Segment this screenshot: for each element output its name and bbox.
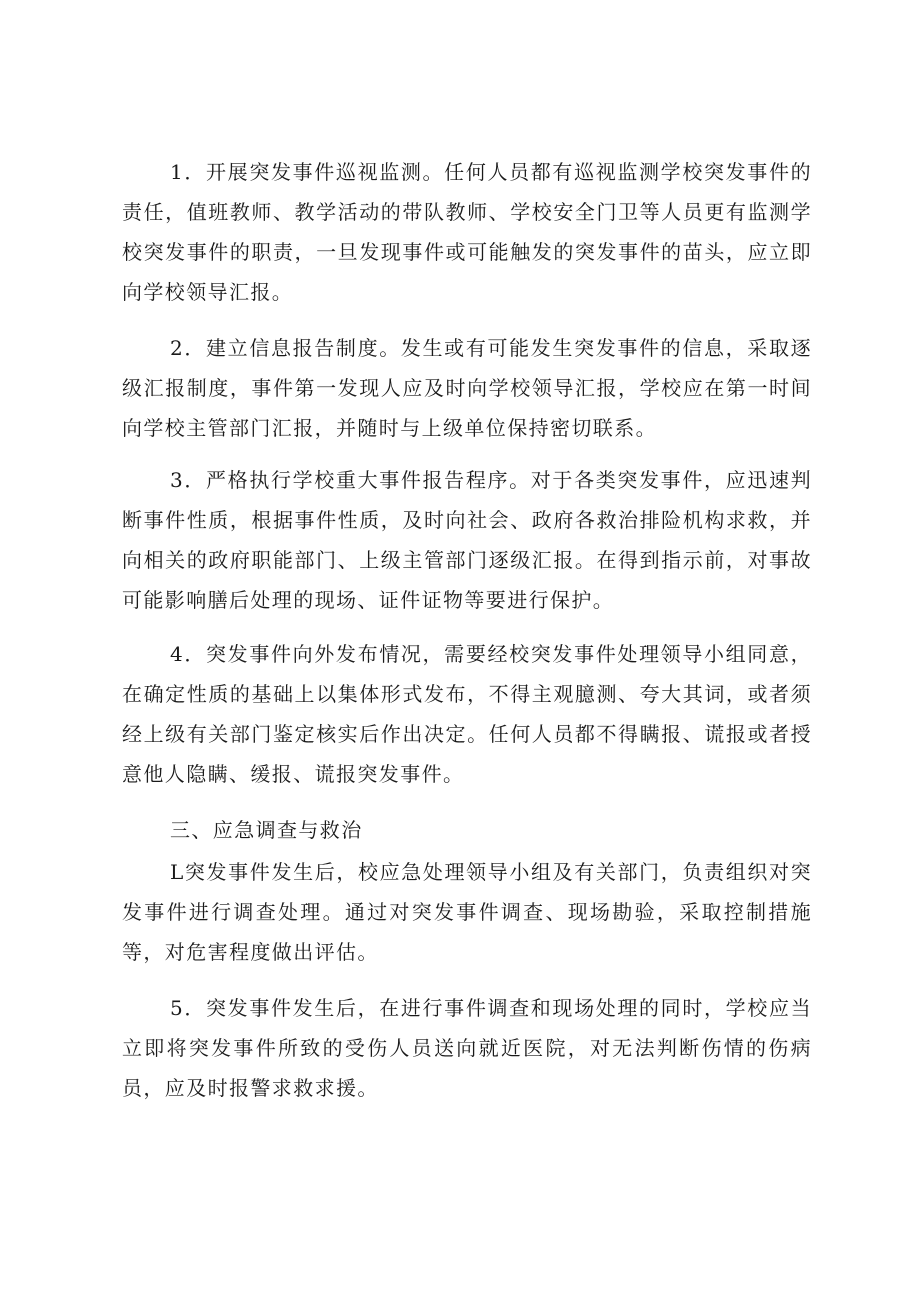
paragraph-major-event-procedure: 3．严格执行学校重大事件报告程序。对于各类突发事件，应迅速判断事件性质，根据事件性质，及时向社会、政府各救治排险机构求救，并向相关的政府职能部门、上级主管部门逐级汇报。在得到指示前，对事故可能影响膳后处理的现场、证件证物等要进行保护。	[122, 468, 812, 612]
paragraph-external-release: 4．突发事件向外发布情况，需要经校突发事件处理领导小组同意，在确定性质的基础上以集体形式发布，不得主观臆测、夸大其词，或者须经上级有关部门鉴定核实后作出决定。任何人员都不得瞒报、谎报或者授意他人隐瞒、缓报、谎报突发事件。	[122, 642, 812, 786]
paragraph-reporting-system: 2．建立信息报告制度。发生或有可能发生突发事件的信息，采取逐级汇报制度，事件第一发现人应及时向学校领导汇报，学校应在第一时间向学校主管部门汇报，并随时与上级单位保持密切联系。	[122, 336, 812, 440]
paragraph-medical-treatment: 5．突发事件发生后，在进行事件调查和现场处理的同时，学校应当立即将突发事件所致的受伤人员送向就近医院，对无法判断伤情的伤病员，应及时报警求救求援。	[122, 996, 812, 1100]
section-heading: 三、应急调查与救治	[170, 818, 363, 842]
paragraph-investigation: L突发事件发生后，校应急处理领导小组及有关部门，负责组织对突发事件进行调查处理。通过对突发事件调查、现场勘验，采取控制措施等，对危害程度做出评估。	[122, 860, 812, 964]
paragraph-patrol-monitoring: 1．开展突发事件巡视监测。任何人员都有巡视监测学校突发事件的责任，值班教师、教学活动的带队教师、学校安全门卫等人员更有监测学校突发事件的职责，一旦发现事件或可能触发的突发事件的苗头，应立即向学校领导汇报。	[122, 160, 812, 304]
